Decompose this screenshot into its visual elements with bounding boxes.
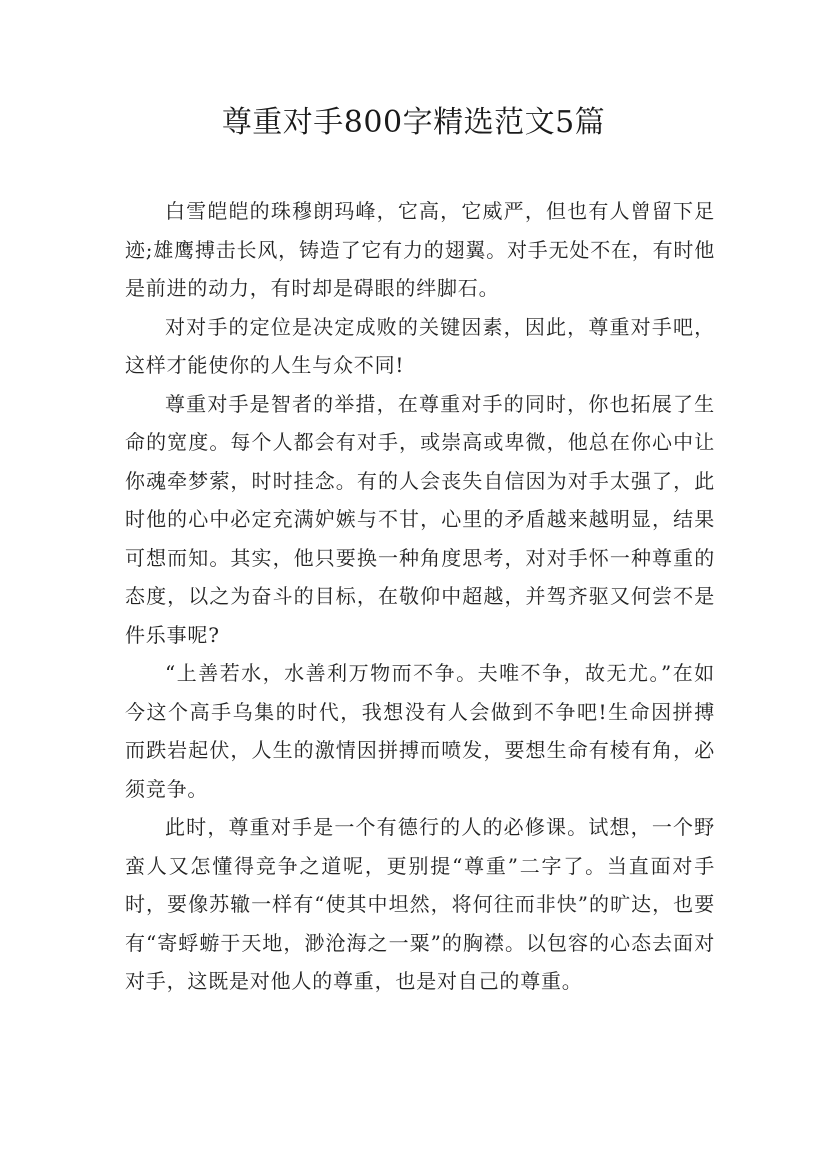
document-body <box>125 192 715 1001</box>
paragraph: 此时，尊重对手是一个有德行的人的必修课。试想，一个野蛮人又怎懂得竞争之道呢，更别提“尊重”二字了。当直面对手时，要像苏辙一样有“使其中坦然，将何往而非快”的旷达，也要有“寄蜉蝣于天地，渺沧海之一粟”的胸襟。以包容的心态去面对对手，这既是对他人的尊重，也是对自己的尊重。 <box>125 815 715 993</box>
paragraph: “上善若水，水善利万物而不争。夫唯不争，故无尤。”在如今这个高手乌集的时代，我想没有人会做到不争吧!生命因拼搏而跌岩起伏，人生的激情因拼搏而喷发，要想生命有棱有角，必须竞争。 <box>125 661 715 801</box>
paragraph: 白雪皑皑的珠穆朗玛峰，它高，它威严，但也有人曾留下足迹;雄鹰搏击长风，铸造了它有力的翅翼。对手无处不在，有时他是前进的动力，有时却是碍眼的绊脚石。 <box>125 199 715 300</box>
paragraph: 尊重对手是智者的举措，在尊重对手的同时，你也拓展了生命的宽度。每个人都会有对手，或崇高或卑微，他总在你心中让你魂牵梦萦，时时挂念。有的人会丧失自信因为对手太强了，此时他的心中必定充满妒嫉与不甘，心里的矛盾越来越明显，结果可想而知。其实，他只要换一种角度思考，对对手怀一种尊重的态度，以之为奋斗的目标，在敬仰中超越，并驾齐驱又何尝不是件乐事呢? <box>125 391 715 647</box>
paragraph: 对对手的定位是决定成败的关键因素，因此，尊重对手吧，这样才能使你的人生与众不同! <box>125 314 715 377</box>
document-title: 尊重对手800字精选范文5篇 <box>221 105 606 140</box>
